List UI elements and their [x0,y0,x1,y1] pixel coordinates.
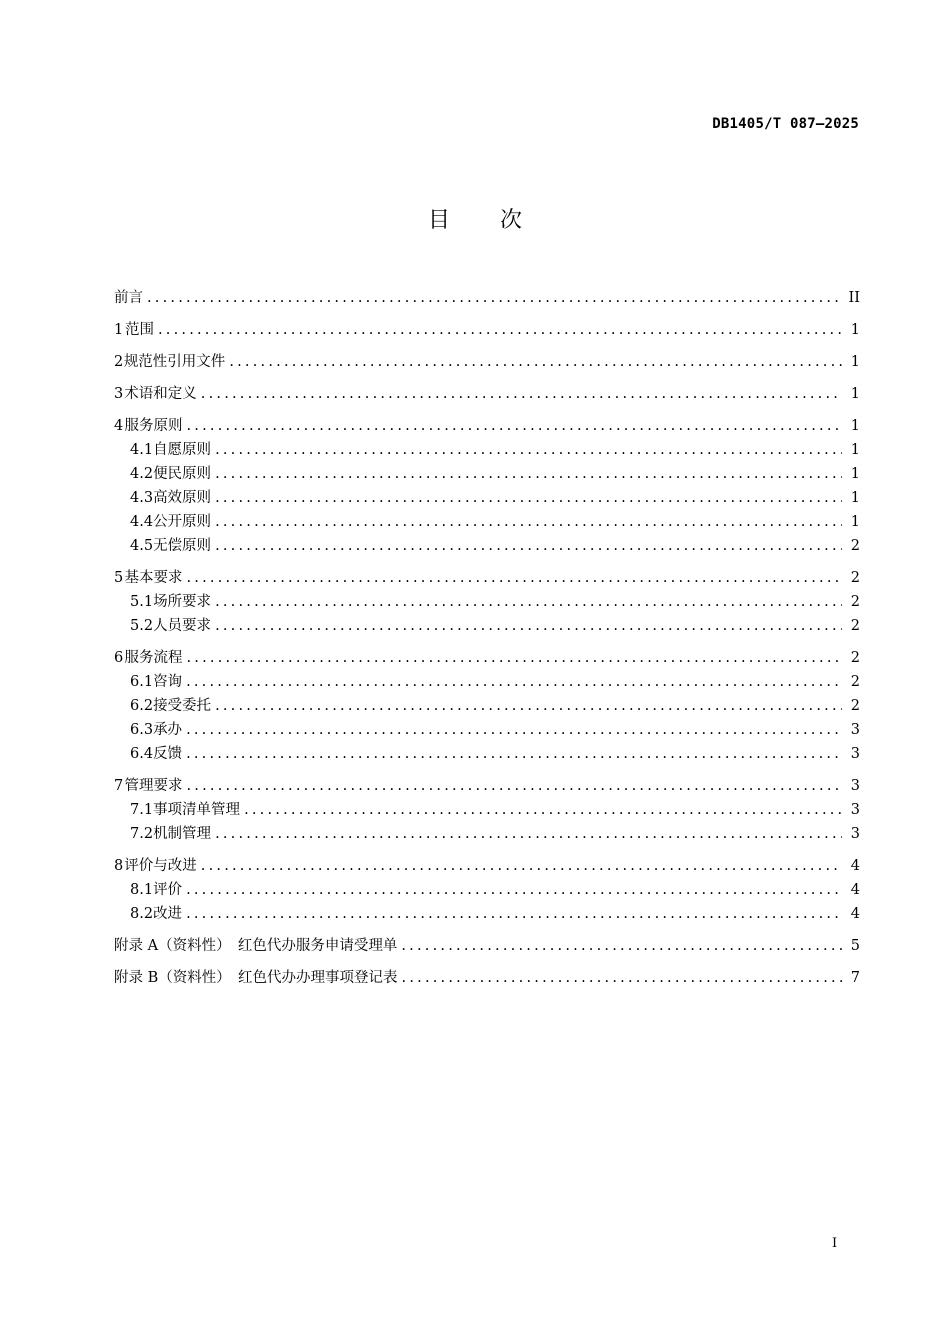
toc-entry-number: 8.2 [130,906,154,922]
toc-entry-label: 服务原则 [124,418,183,434]
toc-entry-page: 4 [850,906,860,922]
toc-entry-label: 人员要求 [153,618,212,634]
toc-entry[interactable] [114,798,860,822]
toc-entry-number: 3 [114,386,124,402]
toc-entry-label: 高效原则 [153,490,212,506]
toc-dot-leader [229,350,842,374]
toc-dot-leader [186,878,842,902]
toc-entry-page: 3 [850,722,860,738]
toc-entry-page: 2 [850,618,860,634]
toc-entry[interactable] [114,590,860,614]
toc-dot-leader [187,414,843,438]
toc-entry-label: 附录 A（资料性） 红色代办服务申请受理单 [114,938,398,954]
toc-dot-leader [186,718,842,742]
toc-dot-leader [401,934,842,958]
toc-entry[interactable] [114,614,860,638]
toc-entry-label: 咨询 [153,674,183,690]
toc-entry-page: 5 [850,938,860,954]
toc-dot-leader [186,902,842,926]
toc-entry-number: 6.4 [130,746,154,762]
toc-entry[interactable] [114,350,860,374]
toc-entry[interactable] [114,854,860,878]
toc-dot-leader [215,694,842,718]
toc-dot-leader [215,438,842,462]
toc-entry-label: 改进 [153,906,183,922]
toc-entry-label: 基本要求 [124,570,183,586]
toc-entry-page: 1 [850,514,860,530]
toc-dot-leader [215,510,842,534]
toc-dot-leader [187,566,843,590]
toc-entry-page: 4 [850,882,860,898]
toc-entry-number: 7.1 [130,802,154,818]
toc-entry[interactable] [114,694,860,718]
toc-entry-page: 3 [850,746,860,762]
toc-entry-number: 1 [114,322,124,338]
toc-entry-label: 事项清单管理 [153,802,241,818]
toc-entry-number: 4 [114,418,124,434]
toc-entry-number: 4.3 [130,490,154,506]
toc-dot-leader [215,614,842,638]
toc-entry-label: 便民原则 [153,466,212,482]
toc-entry-number: 6 [114,650,124,666]
toc-entry-number: 5.1 [130,594,154,610]
toc-entry-label: 自愿原则 [153,442,212,458]
toc-entry[interactable] [114,286,860,310]
toc-dot-leader [147,286,842,310]
toc-entry[interactable] [114,462,860,486]
toc-entry-label: 前言 [114,290,143,306]
toc-entry-number: 4.4 [130,514,154,530]
toc-entry-page: 2 [850,594,860,610]
toc-entry-number: 8 [114,858,124,874]
toc-entry-page: 3 [850,802,860,818]
toc-entry-label: 承办 [153,722,183,738]
document-code: DB1405/T 087—2025 [712,116,859,132]
page-title: 目次 [427,208,572,233]
toc-dot-leader [158,318,842,342]
toc-entry[interactable] [114,822,860,846]
toc-entry[interactable] [114,534,860,558]
toc-dot-leader [215,462,842,486]
toc-entry-label: 服务流程 [124,650,183,666]
toc-entry-page: 1 [850,490,860,506]
toc-entry-page: 2 [850,698,860,714]
toc-entry[interactable] [114,966,860,990]
toc-entry-label: 术语和定义 [124,386,197,402]
toc-dot-leader [215,534,842,558]
toc-entry-number: 6.3 [130,722,154,738]
toc-dot-leader [201,382,842,406]
toc-dot-leader [186,742,842,766]
toc-entry-number: 7.2 [130,826,154,842]
table-of-contents [114,286,860,990]
toc-entry-label: 接受委托 [153,698,212,714]
toc-dot-leader [187,774,843,798]
toc-entry-page: 2 [850,570,860,586]
toc-entry[interactable] [114,878,860,902]
toc-entry-page: II [848,290,860,306]
toc-entry-label: 管理要求 [124,778,183,794]
toc-entry-page: 2 [850,538,860,554]
toc-entry-page: 3 [850,826,860,842]
toc-entry[interactable] [114,670,860,694]
toc-entry-page: 3 [850,778,860,794]
toc-entry-page: 1 [850,386,860,402]
toc-entry-number: 6.1 [130,674,154,690]
toc-entry[interactable] [114,742,860,766]
toc-dot-leader [186,670,842,694]
toc-entry-page: 2 [850,674,860,690]
toc-entry[interactable] [114,486,860,510]
toc-entry-label: 场所要求 [153,594,212,610]
toc-entry-page: 1 [850,466,860,482]
toc-entry[interactable] [114,902,860,926]
toc-entry-number: 4.1 [130,442,154,458]
toc-dot-leader [402,966,842,990]
toc-entry-number: 5.2 [130,618,154,634]
toc-entry-label: 无偿原则 [153,538,212,554]
toc-dot-leader [187,646,843,670]
toc-entry[interactable] [114,438,860,462]
toc-entry-label: 公开原则 [153,514,212,530]
toc-entry[interactable] [114,566,860,590]
toc-entry-page: 2 [850,650,860,666]
toc-entry[interactable] [114,382,860,406]
toc-entry[interactable] [114,718,860,742]
toc-entry-number: 6.2 [130,698,154,714]
toc-entry-label: 评价与改进 [124,858,197,874]
toc-entry-page: 7 [850,970,860,986]
toc-entry-page: 1 [850,354,860,370]
toc-entry-label: 反馈 [153,746,183,762]
toc-entry[interactable] [114,934,860,958]
page-number: I [832,1236,838,1251]
toc-entry-page: 1 [850,418,860,434]
toc-entry-number: 2 [114,354,124,370]
toc-entry-page: 1 [850,322,860,338]
toc-entry-number: 4.2 [130,466,154,482]
toc-entry[interactable] [114,510,860,534]
toc-dot-leader [215,822,842,846]
toc-dot-leader [215,486,842,510]
toc-entry-label: 规范性引用文件 [123,354,226,370]
toc-entry-label: 范围 [124,322,154,338]
toc-entry[interactable] [114,646,860,670]
toc-entry-label: 评价 [153,882,183,898]
toc-entry[interactable] [114,414,860,438]
toc-entry-label: 附录 B（资料性） 红色代办办理事项登记表 [114,970,398,986]
toc-entry[interactable] [114,318,860,342]
toc-dot-leader [244,798,842,822]
toc-entry-number: 7 [114,778,124,794]
toc-entry-number: 4.5 [130,538,154,554]
toc-entry-page: 4 [850,858,860,874]
toc-dot-leader [201,854,842,878]
toc-entry-number: 8.1 [130,882,154,898]
toc-entry-number: 5 [114,570,124,586]
toc-entry-page: 1 [850,442,860,458]
toc-entry-label: 机制管理 [153,826,212,842]
toc-dot-leader [215,590,842,614]
toc-entry[interactable] [114,774,860,798]
